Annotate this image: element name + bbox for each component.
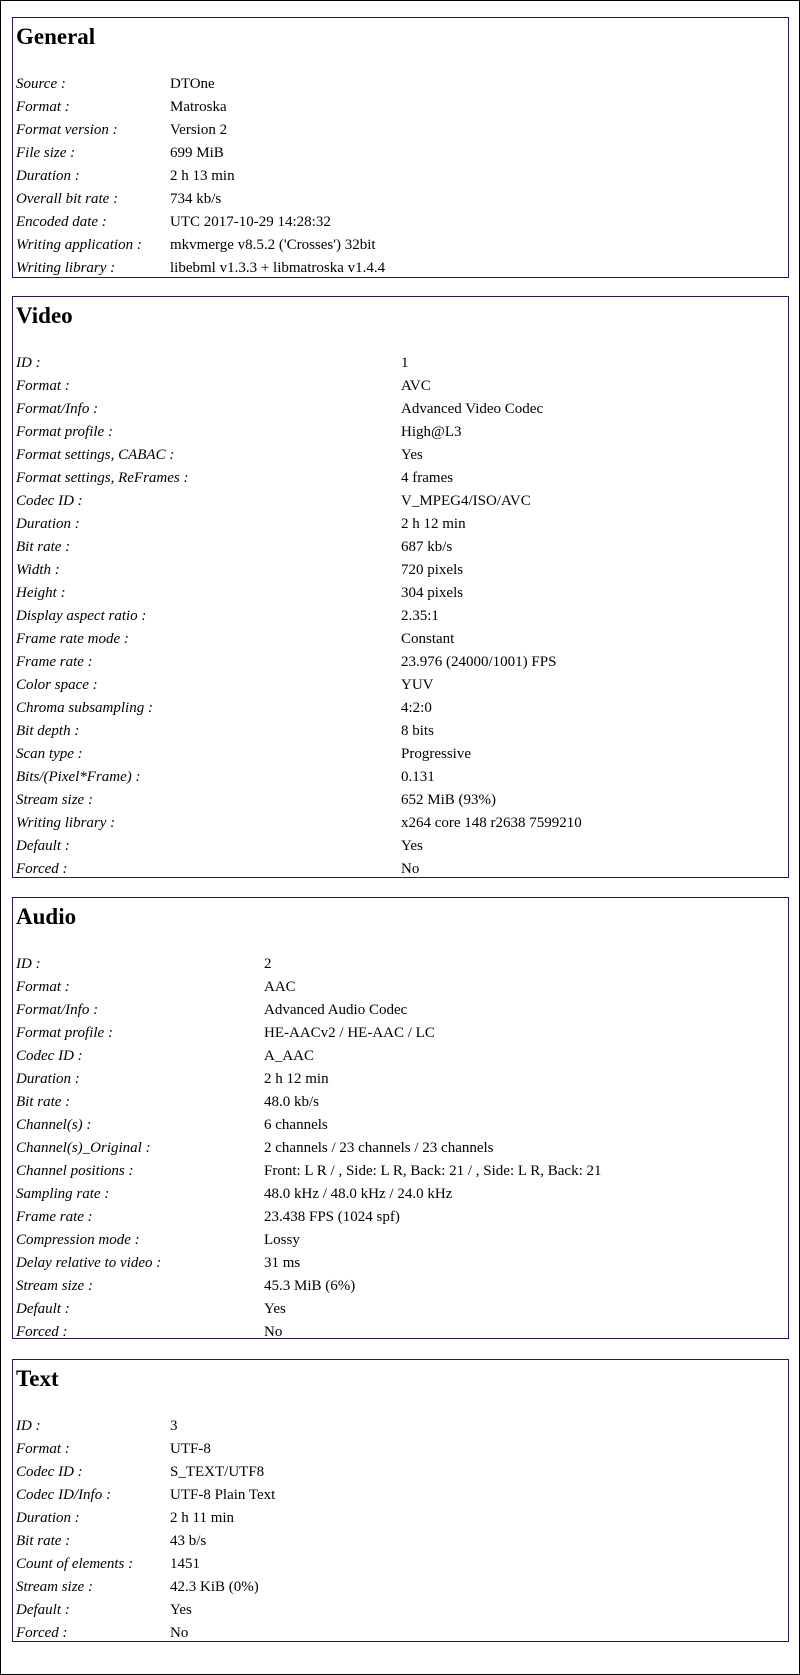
- field-label: Duration :: [16, 1510, 80, 1526]
- text-info-row: [16, 1415, 788, 1438]
- field-label: Channel positions :: [16, 1163, 134, 1179]
- field-label: Overall bit rate :: [16, 191, 119, 207]
- field-label: Format profile :: [16, 1025, 113, 1041]
- field-value: Yes: [401, 838, 423, 854]
- field-value: 1451: [170, 1556, 200, 1572]
- field-value: Yes: [170, 1602, 192, 1618]
- audio-info-row: [16, 1068, 788, 1091]
- field-label: Stream size :: [16, 792, 93, 808]
- field-value: No: [264, 1324, 283, 1340]
- field-label: Format settings, ReFrames :: [16, 470, 189, 486]
- field-label: Count of elements :: [16, 1556, 134, 1572]
- video-info-row: [16, 766, 788, 789]
- field-label: Format :: [16, 979, 70, 995]
- audio-rows: [16, 953, 788, 1344]
- field-value: 43 b/s: [170, 1533, 207, 1549]
- field-value: 42.3 KiB (0%): [170, 1579, 259, 1595]
- general-info-row: [16, 257, 788, 280]
- audio-info-row: [16, 1206, 788, 1229]
- video-info-row: [16, 421, 788, 444]
- field-value: Constant: [401, 631, 455, 647]
- field-value: 4 frames: [401, 470, 454, 486]
- field-label: Codec ID :: [16, 493, 83, 509]
- field-label: Default :: [16, 1301, 70, 1317]
- audio-info-row: [16, 976, 788, 999]
- field-label: Bit rate :: [16, 1533, 71, 1549]
- text-info-row: [16, 1507, 788, 1530]
- field-value: 2 h 13 min: [170, 168, 235, 184]
- audio-info-row: [16, 1137, 788, 1160]
- video-info-row: [16, 352, 788, 375]
- general-rows: [16, 73, 788, 280]
- field-label: ID :: [16, 956, 41, 972]
- video-info-row: [16, 674, 788, 697]
- text-info-row: [16, 1438, 788, 1461]
- field-label: ID :: [16, 1418, 41, 1434]
- video-rows: [16, 352, 788, 881]
- general-info-row: [16, 119, 788, 142]
- field-value: 2.35:1: [401, 608, 439, 624]
- field-label: Format/Info :: [16, 401, 99, 417]
- audio-info-row: [16, 1022, 788, 1045]
- field-label: ID :: [16, 355, 41, 371]
- field-value: 48.0 kb/s: [264, 1094, 320, 1110]
- field-value: mkvmerge v8.5.2 ('Crosses') 32bit: [170, 237, 376, 253]
- field-label: Width :: [16, 562, 60, 578]
- field-label: Forced :: [16, 1324, 68, 1340]
- text-info-row: [16, 1622, 788, 1645]
- field-label: Writing library :: [16, 815, 116, 831]
- field-value: UTF-8 Plain Text: [170, 1487, 276, 1503]
- video-info-row: [16, 789, 788, 812]
- audio-info-row: [16, 1045, 788, 1068]
- field-value: AAC: [264, 979, 296, 995]
- field-label: Scan type :: [16, 746, 83, 762]
- field-value: No: [401, 861, 420, 877]
- audio-info-row: [16, 953, 788, 976]
- field-value: 4:2:0: [401, 700, 432, 716]
- field-label: Source :: [16, 76, 66, 92]
- field-label: Writing application :: [16, 237, 142, 253]
- field-label: Format :: [16, 378, 70, 394]
- field-label: Default :: [16, 1602, 70, 1618]
- field-label: Delay relative to video :: [16, 1255, 162, 1271]
- text-section: [12, 1359, 789, 1642]
- video-info-row: [16, 720, 788, 743]
- field-label: Bit depth :: [16, 723, 80, 739]
- text-info-row: [16, 1599, 788, 1622]
- field-value: 734 kb/s: [170, 191, 222, 207]
- field-value: UTF-8: [170, 1441, 211, 1457]
- field-value: 304 pixels: [401, 585, 464, 601]
- audio-info-row: [16, 1321, 788, 1344]
- field-label: Channel(s)_Original :: [16, 1140, 151, 1156]
- video-info-row: [16, 490, 788, 513]
- field-label: Duration :: [16, 516, 80, 532]
- field-label: Codec ID :: [16, 1464, 83, 1480]
- field-label: Format settings, CABAC :: [16, 447, 175, 463]
- field-value: No: [170, 1625, 189, 1641]
- video-info-row: [16, 444, 788, 467]
- field-value: 2 h 12 min: [401, 516, 466, 532]
- audio-info-row: [16, 999, 788, 1022]
- general-section: [12, 17, 789, 278]
- field-value: Yes: [401, 447, 423, 463]
- field-value: High@L3: [401, 424, 462, 440]
- audio-section: [12, 897, 789, 1339]
- video-info-row: [16, 375, 788, 398]
- field-value: AVC: [401, 378, 431, 394]
- video-info-row: [16, 467, 788, 490]
- field-label: Writing library :: [16, 260, 116, 276]
- field-value: Matroska: [170, 99, 227, 115]
- field-label: Height :: [16, 585, 66, 601]
- field-value: 48.0 kHz / 48.0 kHz / 24.0 kHz: [264, 1186, 453, 1202]
- video-info-row: [16, 628, 788, 651]
- field-label: Bit rate :: [16, 1094, 71, 1110]
- field-label: Duration :: [16, 1071, 80, 1087]
- field-value: 2: [264, 956, 272, 972]
- field-value: 8 bits: [401, 723, 434, 739]
- field-label: Frame rate mode :: [16, 631, 129, 647]
- video-info-row: [16, 858, 788, 881]
- text-info-row: [16, 1553, 788, 1576]
- field-label: Format/Info :: [16, 1002, 99, 1018]
- field-value: 720 pixels: [401, 562, 464, 578]
- audio-info-row: [16, 1091, 788, 1114]
- field-label: Bit rate :: [16, 539, 71, 555]
- video-info-row: [16, 812, 788, 835]
- video-info-row: [16, 743, 788, 766]
- video-info-row: [16, 582, 788, 605]
- general-info-row: [16, 73, 788, 96]
- field-value: A_AAC: [264, 1048, 315, 1064]
- field-label: Forced :: [16, 1625, 68, 1641]
- text-info-row: [16, 1461, 788, 1484]
- audio-info-row: [16, 1275, 788, 1298]
- text-rows: [16, 1415, 788, 1645]
- field-value: 687 kb/s: [401, 539, 453, 555]
- field-value: Advanced Video Codec: [401, 401, 544, 417]
- field-label: Stream size :: [16, 1278, 93, 1294]
- field-label: Sampling rate :: [16, 1186, 110, 1202]
- field-label: Codec ID :: [16, 1048, 83, 1064]
- field-label: Format version :: [16, 122, 118, 138]
- field-value: 45.3 MiB (6%): [264, 1278, 356, 1294]
- field-value: 1: [401, 355, 409, 371]
- field-value: Version 2: [170, 122, 228, 138]
- text-info-row: [16, 1576, 788, 1599]
- general-section-title: General: [16, 24, 96, 49]
- field-value: libebml v1.3.3 + libmatroska v1.4.4: [170, 260, 386, 276]
- text-info-row: [16, 1530, 788, 1553]
- field-value: 0.131: [401, 769, 435, 785]
- field-label: Display aspect ratio :: [16, 608, 147, 624]
- video-info-row: [16, 536, 788, 559]
- field-value: HE-AACv2 / HE-AAC / LC: [264, 1025, 435, 1041]
- field-value: 23.438 FPS (1024 spf): [264, 1209, 400, 1225]
- audio-info-row: [16, 1229, 788, 1252]
- field-value: Lossy: [264, 1232, 300, 1248]
- general-info-row: [16, 165, 788, 188]
- video-info-row: [16, 697, 788, 720]
- field-value: 2 h 12 min: [264, 1071, 329, 1087]
- field-label: Duration :: [16, 168, 80, 184]
- field-label: File size :: [16, 145, 76, 161]
- field-label: Default :: [16, 838, 70, 854]
- general-info-row: [16, 211, 788, 234]
- audio-info-row: [16, 1298, 788, 1321]
- field-value: 652 MiB (93%): [401, 792, 496, 808]
- video-info-row: [16, 651, 788, 674]
- text-section-title: Text: [16, 1366, 59, 1391]
- field-label: Compression mode :: [16, 1232, 140, 1248]
- general-info-row: [16, 188, 788, 211]
- field-label: Format :: [16, 99, 70, 115]
- field-label: Format :: [16, 1441, 70, 1457]
- video-section-title: Video: [16, 303, 73, 328]
- audio-section-title: Audio: [16, 904, 77, 929]
- video-info-row: [16, 559, 788, 582]
- field-value: 699 MiB: [170, 145, 224, 161]
- field-label: Format profile :: [16, 424, 113, 440]
- field-value: UTC 2017-10-29 14:28:32: [170, 214, 331, 230]
- field-label: Frame rate :: [16, 654, 93, 670]
- field-label: Channel(s) :: [16, 1117, 92, 1133]
- general-info-row: [16, 234, 788, 257]
- field-value: DTOne: [170, 76, 215, 92]
- field-label: Encoded date :: [16, 214, 107, 230]
- text-info-row: [16, 1484, 788, 1507]
- field-value: Yes: [264, 1301, 286, 1317]
- video-info-row: [16, 835, 788, 858]
- field-value: x264 core 148 r2638 7599210: [401, 815, 582, 831]
- field-value: 6 channels: [264, 1117, 328, 1133]
- field-value: 2 channels / 23 channels / 23 channels: [264, 1140, 494, 1156]
- field-value: Advanced Audio Codec: [264, 1002, 408, 1018]
- audio-info-row: [16, 1114, 788, 1137]
- field-value: 31 ms: [264, 1255, 301, 1271]
- field-label: Codec ID/Info :: [16, 1487, 111, 1503]
- field-label: Color space :: [16, 677, 98, 693]
- field-label: Frame rate :: [16, 1209, 93, 1225]
- field-value: YUV: [401, 677, 434, 693]
- field-value: 3: [170, 1418, 178, 1434]
- field-label: Forced :: [16, 861, 68, 877]
- field-value: 23.976 (24000/1001) FPS: [401, 654, 557, 670]
- general-info-row: [16, 142, 788, 165]
- video-info-row: [16, 513, 788, 536]
- audio-info-row: [16, 1183, 788, 1206]
- audio-info-row: [16, 1160, 788, 1183]
- audio-info-row: [16, 1252, 788, 1275]
- field-value: Progressive: [401, 746, 471, 762]
- video-section: [12, 296, 789, 878]
- field-label: Bits/(Pixel*Frame) :: [16, 769, 141, 785]
- field-label: Chroma subsampling :: [16, 700, 153, 716]
- field-value: 2 h 11 min: [170, 1510, 235, 1526]
- field-label: Stream size :: [16, 1579, 93, 1595]
- video-info-row: [16, 605, 788, 628]
- video-info-row: [16, 398, 788, 421]
- field-value: S_TEXT/UTF8: [170, 1464, 265, 1480]
- field-value: V_MPEG4/ISO/AVC: [401, 493, 531, 509]
- general-info-row: [16, 96, 788, 119]
- field-value: Front: L R / , Side: L R, Back: 21 / , Side: L R, Back: 21: [264, 1163, 602, 1179]
